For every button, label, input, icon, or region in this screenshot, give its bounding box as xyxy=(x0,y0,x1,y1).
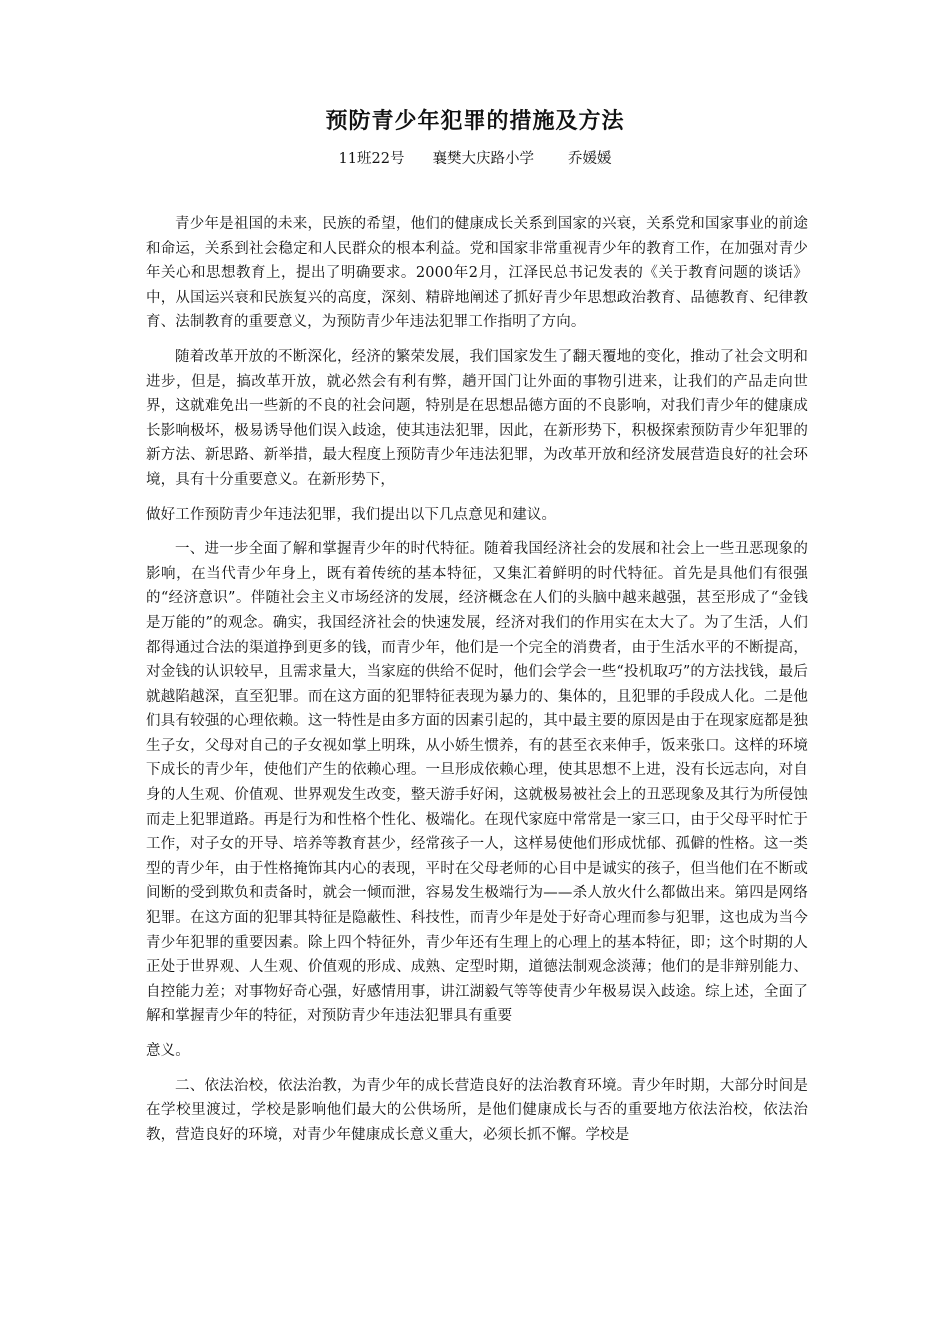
document-title: 预防青少年犯罪的措施及方法 xyxy=(325,109,625,134)
author-byline xyxy=(0,148,950,170)
paragraph-proposal: 做好工作预防青少年违法犯罪，我们提出以下几点意见和建议。 xyxy=(146,506,557,523)
paragraph-point-two: 二、依法治校，依法治教，为青少年的成长营造良好的法治教育环境。青少年时期，大部分时间是在学校里渡过，学校是影响他们最大的公供场所，是他们健康成长与否的重要地方依法治校，依法治教，营造良好的环境，对青少年健康成长意义重大，必须长抓不懈。学校是 xyxy=(146,1077,808,1143)
paragraph-intro: 青少年是祖国的未来，民族的希望，他们的健康成长关系到国家的兴衰，关系党和国家事业的前途和命运，关系到社会稳定和人民群众的根本利益。党和国家非常重视青少年的教育工作，在加强对青少年关心和思想教育上，提出了明确要求。2000年2月，江泽民总书记发表的《关于教育问题的谈话》中，从国运兴衰和民族复兴的高度，深刻、精辟地阐述了抓好青少年思想政治教育、品德教育、纪律教育、法制教育的重要意义，为预防青少年违法犯罪工作指明了方向。 xyxy=(146,216,808,331)
document-body xyxy=(146,212,808,1157)
paragraph-reform: 随着改革开放的不断深化，经济的繁荣发展，我们国家发生了翻天覆地的变化，推动了社会文明和进步，但是，搞改革开放，就必然会有利有弊，趟开国门让外面的事物引进来，让我们的产品走向世界，这就难免出一些新的不良的社会问题，特别是在思想品德方面的不良影响，对我们青少年的健康成长影响极坏，极易诱导他们误入歧途，使其违法犯罪，因此，在新形势下，积极探索预防青少年犯罪的新方法、新思路、新举措，最大程度上预防青少年违法犯罪，为改革开放和经济发展营造良好的社会环境，具有十分重要意义。在新形势下， xyxy=(146,348,808,488)
class-number: 11班22号 xyxy=(338,151,405,167)
paragraph-significance: 意义。 xyxy=(146,1043,190,1059)
paragraph-point-one: 一、进一步全面了解和掌握青少年的时代特征。随着我国经济社会的发展和社会上一些丑恶现象的影响，在当代青少年身上，既有着传统的基本特征，又集汇着鲜明的时代特征。首先是具他们有很强的“经济意识”。伴随社会主义市场经济的发展，经济概念在人们的头脑中越来越强，甚至形成了“金钱是万能的”的观念。确实，我国经济社会的快速发展，经济对我们的作用实在太大了。为了生活，人们都得通过合法的渠道挣到更多的钱，而青少年，他们是一个完全的消费者，由于生活水平的不断提高，对金钱的认识较早，且需求量大，当家庭的供给不促时，他们会学会一些“投机取巧”的方法找钱，最后就越陷越深，直至犯罪。而在这方面的犯罪特征表现为暴力的、集体的，且犯罪的手段成人化。二是他们具有较强的心理依赖。这一特性是由多方面的因素引起的，其中最主要的原因是由于在现家庭都是独生子女，父母对自己的子女视如掌上明珠，从小娇生惯养，有的甚至衣来伸手，饭来张口。这样的环境下成长的青少年，使他们产生的依赖心理。一旦形成依赖心理，使其思想不上进，没有长远志向，对自身的人生观、价值观、世界观发生改变，整天游手好闲，这就极易被社会上的丑恶现象及其行为所侵蚀而走上犯罪道路。再是行为和性格个性化、极端化。在现代家庭中常常是一家三口，由于父母平时忙于工作，对子女的开导、培养等教育甚少，经常孩子一人，这样易使他们形成忧郁、孤僻的性格。这一类型的青少年，由于性格掩饰其内心的表现，平时在父母老师的心目中是诚实的孩子，但当他们在不断或间断的受到欺负和责备时，就会一倾而泄，容易发生极端行为——杀人放火什么都做出来。第四是网络犯罪。在这方面的犯罪其特征是隐蔽性、科技性，而青少年是处于好奇心理而参与犯罪，这也成为当今青少年犯罪的重要因素。除上四个特征外，青少年还有生理上的心理上的基本特征，即；这个时期的人正处于世界观、人生观、价值观的形成、成熟、定型时期，道德法制观念淡薄；他们的是非辩别能力、自控能力差；对事物好奇心强，好感情用事，讲江湖毅气等等使青少年极易误入歧途。综上述，全面了解和掌握青少年的特征，对预防青少年违法犯罪具有重要 xyxy=(146,541,808,1025)
school-name: 襄樊大庆路小学 xyxy=(432,151,534,167)
author-name: 乔媛媛 xyxy=(567,151,612,167)
